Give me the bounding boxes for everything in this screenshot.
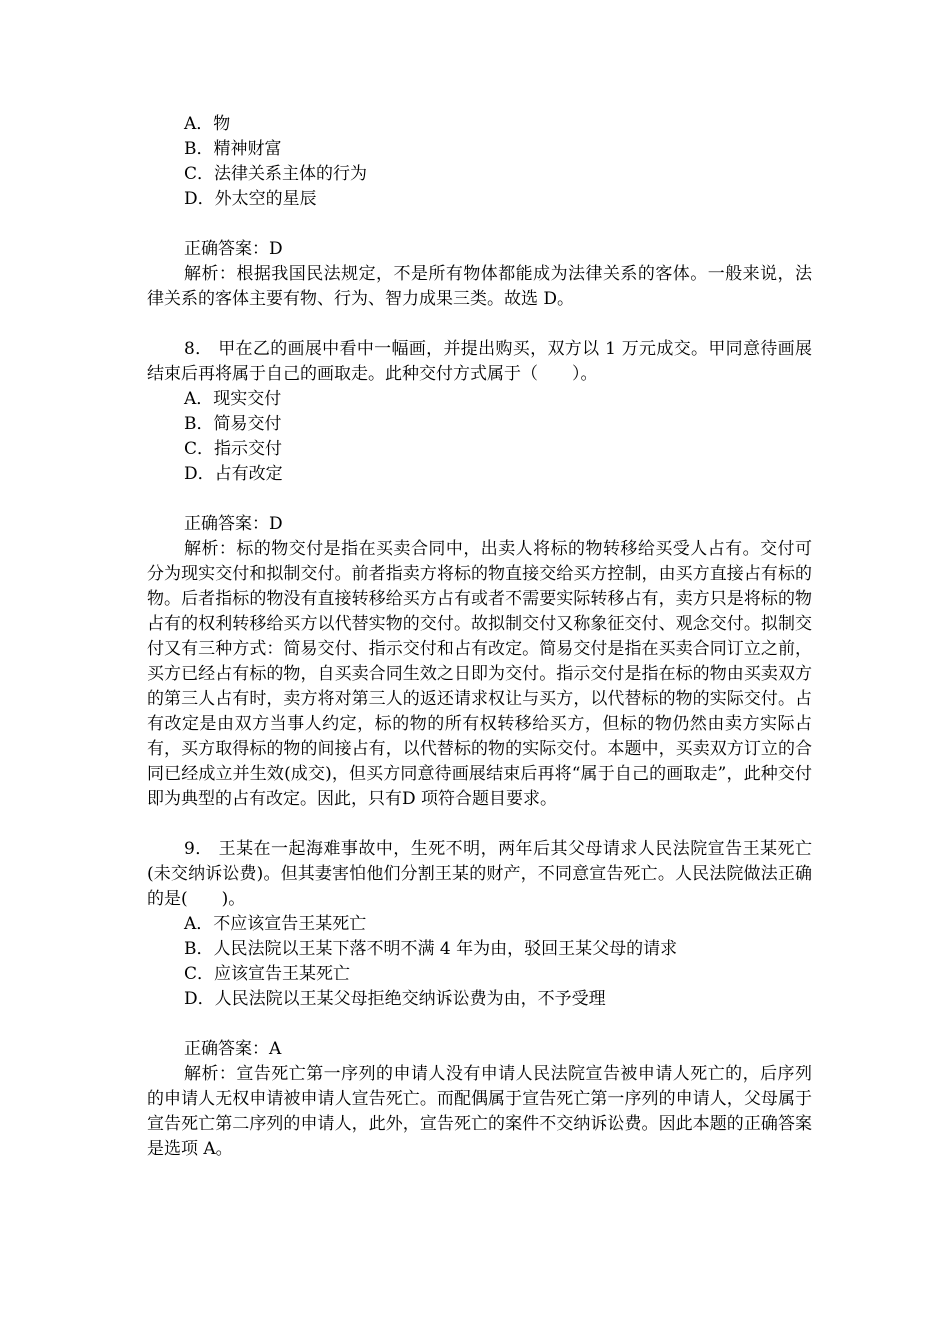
option-d: D．人民法院以王某父母拒绝交纳诉讼费为由，不予受理	[184, 989, 606, 1009]
option-a: A．不应该宣告王某死亡	[184, 914, 367, 934]
question-8-answer: 正确答案：D	[184, 514, 283, 534]
question-8-analysis: 解析：标的物交付是指在买卖合同中，出卖人将标的物转移给买受人占有。交付可分为现实交付和拟制交付。前者指卖方将标的物直接交给买方控制，由买方直接占有标的物。后者指标的物没有直接转移给买方占有或者不需要实际转移占有，卖方只是将标的物占有的权利转移给买方以代替实物的交付。故拟制交付又称象征交付、观念交付。拟制交付又有三种方式：简易交付、指示交付和占有改定。简易交付是指在买卖合同订立之前，买方已经占有标的物，自买卖合同生效之日即为交付。指示交付是指在标的物由买卖双方的第三人占有时，卖方将对第三人的返还请求权让与买方，以代替标的物的实际交付。占有改定是由双方当事人约定，标的物的所有权转移给买方，但标的物仍然由卖方实际占有，买方取得标的物的间接占有，以代替标的物的实际交付。本题中，买卖双方订立的合同已经成立并生效(成交)，但买方同意待画展结束后再将“属于自己的画取走”，此种交付即为典型的占有改定。因此，只有D 项符合题目要求。	[147, 539, 812, 809]
option-d: D．占有改定	[184, 464, 283, 484]
question-8-options	[147, 387, 812, 487]
spacer	[147, 212, 812, 237]
question-9-analysis: 解析：宣告死亡第一序列的申请人没有申请人民法院宣告被申请人死亡的，后序列的申请人无权申请被申请人宣告死亡。而配偶属于宣告死亡第一序列的申请人，父母属于宣告死亡第二序列的申请人，此外，宣告死亡的案件不交纳诉讼费。因此本题的正确答案是选项 A。	[147, 1064, 812, 1159]
spacer	[147, 312, 812, 337]
question-7-options	[147, 112, 812, 212]
option-a: A．物	[184, 114, 231, 134]
question-9-answer: 正确答案：A	[184, 1039, 282, 1059]
document-page	[147, 112, 812, 1162]
question-9-options	[147, 912, 812, 1012]
option-c: C．应该宣告王某死亡	[184, 964, 351, 984]
question-9-text: 9． 王某在一起海难事故中，生死不明，两年后其父母请求人民法院宣告王某死亡(未交纳诉讼费)。但其妻害怕他们分割王某的财产，不同意宣告死亡。人民法院做法正确的是( )。	[147, 839, 812, 909]
option-a: A．现实交付	[184, 389, 282, 409]
option-c: C．法律关系主体的行为	[184, 164, 368, 184]
question-8-text: 8． 甲在乙的画展中看中一幅画，并提出购买，双方以 1 万元成交。甲同意待画展结束后再将属于自己的画取走。此种交付方式属于（ ）。	[147, 339, 812, 384]
question-7-answer: 正确答案：D	[184, 239, 283, 259]
option-d: D．外太空的星辰	[184, 189, 317, 209]
option-b: B．人民法院以王某下落不明不满 4 年为由，驳回王某父母的请求	[184, 939, 678, 959]
spacer	[147, 812, 812, 837]
spacer	[147, 1012, 812, 1037]
question-7-analysis: 解析：根据我国民法规定，不是所有物体都能成为法律关系的客体。一般来说，法律关系的客体主要有物、行为、智力成果三类。故选 D。	[147, 264, 812, 309]
option-b: B．简易交付	[184, 414, 282, 434]
spacer	[147, 487, 812, 512]
option-b: B．精神财富	[184, 139, 282, 159]
option-c: C．指示交付	[184, 439, 283, 459]
